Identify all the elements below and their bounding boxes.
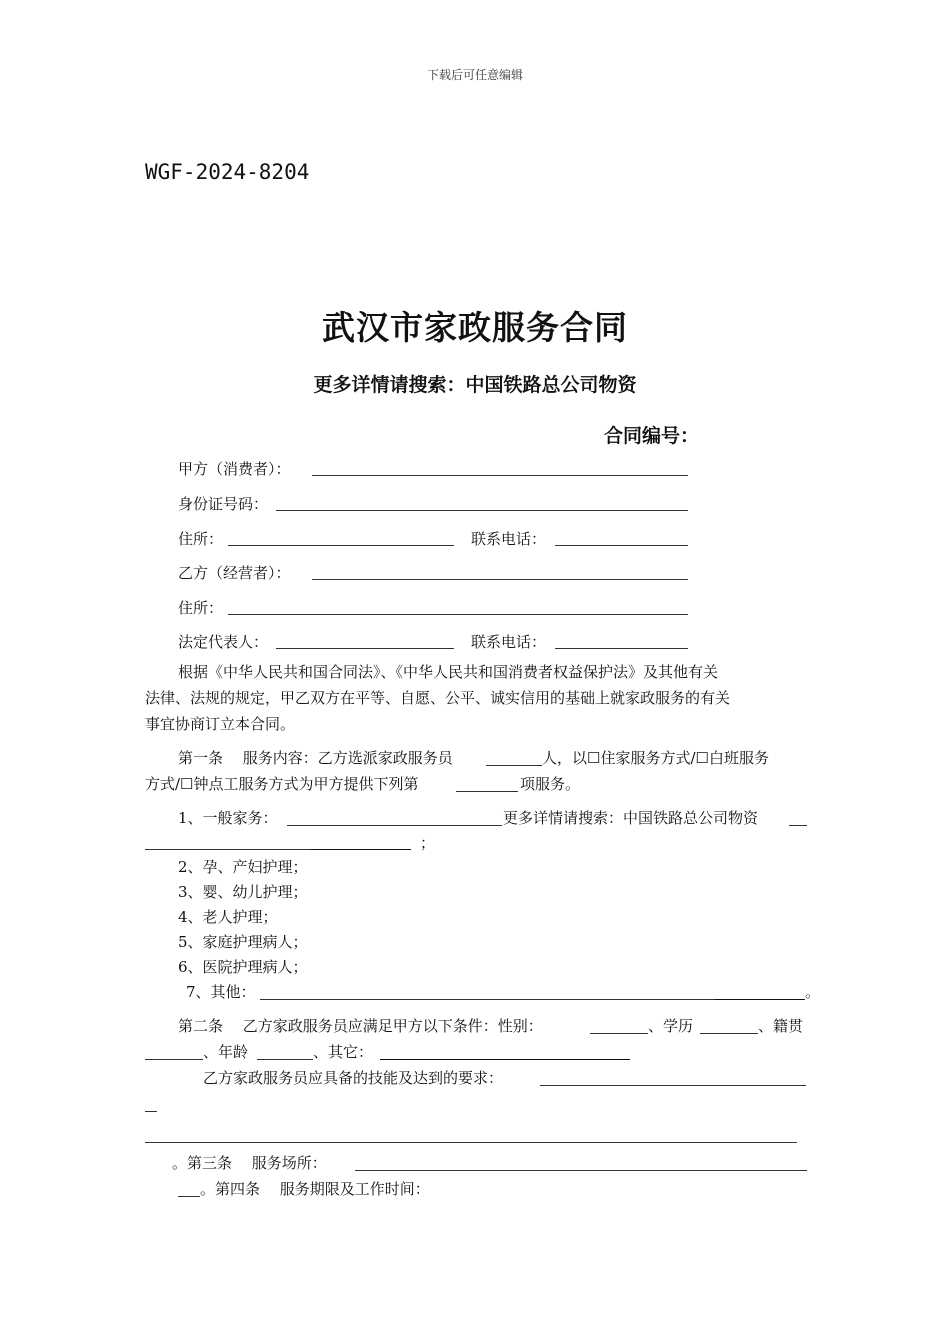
document-number: WGF-2024-8204 (145, 160, 310, 184)
contract-number-label: 合同编号： (604, 425, 700, 447)
staff-count-field[interactable] (486, 765, 542, 766)
phone-a-label: 联系电话： (471, 530, 547, 548)
legal-rep-label: 法定代表人： (178, 633, 269, 651)
age-field[interactable] (257, 1059, 313, 1060)
article4-lead-blank[interactable] (178, 1196, 200, 1197)
service-item-7-label: 7、其他： (186, 983, 256, 1001)
article1-line2-a: 方式/☐钟点工服务方式为甲方提供下列第 (145, 775, 419, 793)
service-item-1-field[interactable] (287, 825, 502, 826)
address-b-label: 住所： (178, 599, 224, 617)
service-item-2: 2、孕、产妇护理； (178, 858, 308, 876)
address-b-field[interactable] (228, 614, 688, 615)
skills-field[interactable] (540, 1085, 806, 1086)
service-item-6: 6、医院护理病人； (178, 958, 308, 976)
gender-field[interactable] (590, 1033, 648, 1034)
skills-field-cont[interactable] (145, 1111, 157, 1112)
id-number-label: 身份证号码： (178, 495, 269, 513)
service-item-7-field[interactable] (260, 999, 715, 1000)
service-item-1-cont-field[interactable] (145, 849, 311, 850)
other-requirements-field[interactable] (380, 1059, 630, 1060)
service-item-1-label: 1、一般家务： (178, 809, 278, 827)
document-subtitle: 更多详情请搜索：中国铁路总公司物资 (313, 374, 637, 396)
skills-field-extra[interactable] (145, 1142, 797, 1143)
preamble-line-1: 根据《中华人民共和国合同法》、《中华人民共和国消费者权益保护法》及其他有关 (178, 663, 719, 681)
party-a-label: 甲方（消费者）： (178, 460, 291, 478)
service-item-1-end: ； (420, 834, 436, 852)
phone-b-label: 联系电话： (471, 633, 547, 651)
phone-a-field[interactable] (555, 545, 688, 546)
service-item-1-tail (789, 825, 807, 826)
service-item-7-field-b[interactable] (715, 999, 805, 1000)
party-b-field[interactable] (312, 579, 688, 580)
id-number-field[interactable] (276, 510, 688, 511)
address-a-field[interactable] (228, 545, 454, 546)
party-a-field[interactable] (312, 475, 688, 476)
service-location-field[interactable] (355, 1170, 807, 1171)
article3-label: 。第三条 服务场所： (172, 1154, 327, 1172)
article2-line2-a: 、年龄 (203, 1043, 249, 1061)
page-header-note: 下载后可任意编辑 (426, 68, 523, 82)
phone-b-field[interactable] (555, 648, 688, 649)
service-item-field[interactable] (456, 791, 518, 792)
party-b-label: 乙方（经营者）： (178, 564, 291, 582)
article1-line1-b: 人，以☐住家服务方式/☐白班服务 (542, 749, 769, 767)
article2-line1-c: 、籍贯 (758, 1017, 804, 1035)
preamble-line-3: 事宜协商订立本合同。 (145, 715, 296, 733)
article2-line1-b: 、学历 (648, 1017, 694, 1035)
service-item-7-end: 。 (805, 983, 821, 1001)
service-item-1-search: 更多详情请搜索：中国铁路总公司物资 (503, 809, 759, 827)
origin-field[interactable] (145, 1059, 203, 1060)
legal-rep-field[interactable] (276, 648, 454, 649)
service-item-1-cont-field-b[interactable] (311, 849, 411, 850)
address-a-label: 住所： (178, 530, 224, 548)
service-item-3: 3、婴、幼儿护理； (178, 883, 308, 901)
article1-line2-b: 项服务。 (520, 775, 581, 793)
education-field[interactable] (700, 1033, 758, 1034)
service-item-4: 4、老人护理； (178, 908, 278, 926)
skills-label: 乙方家政服务员应具备的技能及达到的要求： (203, 1069, 504, 1087)
article4-label: 。第四条 服务期限及工作时间： (200, 1180, 430, 1198)
article2-line1-a: 第二条 乙方家政服务员应满足甲方以下条件：性别： (178, 1017, 543, 1035)
article1-line1-a: 第一条 服务内容：乙方选派家政服务员 (178, 749, 453, 767)
preamble-line-2: 法律、法规的规定，甲乙双方在平等、自愿、公平、诚实信用的基础上就家政服务的有关 (145, 689, 731, 707)
service-item-5: 5、家庭护理病人； (178, 933, 308, 951)
article2-line2-b: 、其它： (313, 1043, 374, 1061)
document-title: 武汉市家政服务合同 (322, 308, 628, 347)
